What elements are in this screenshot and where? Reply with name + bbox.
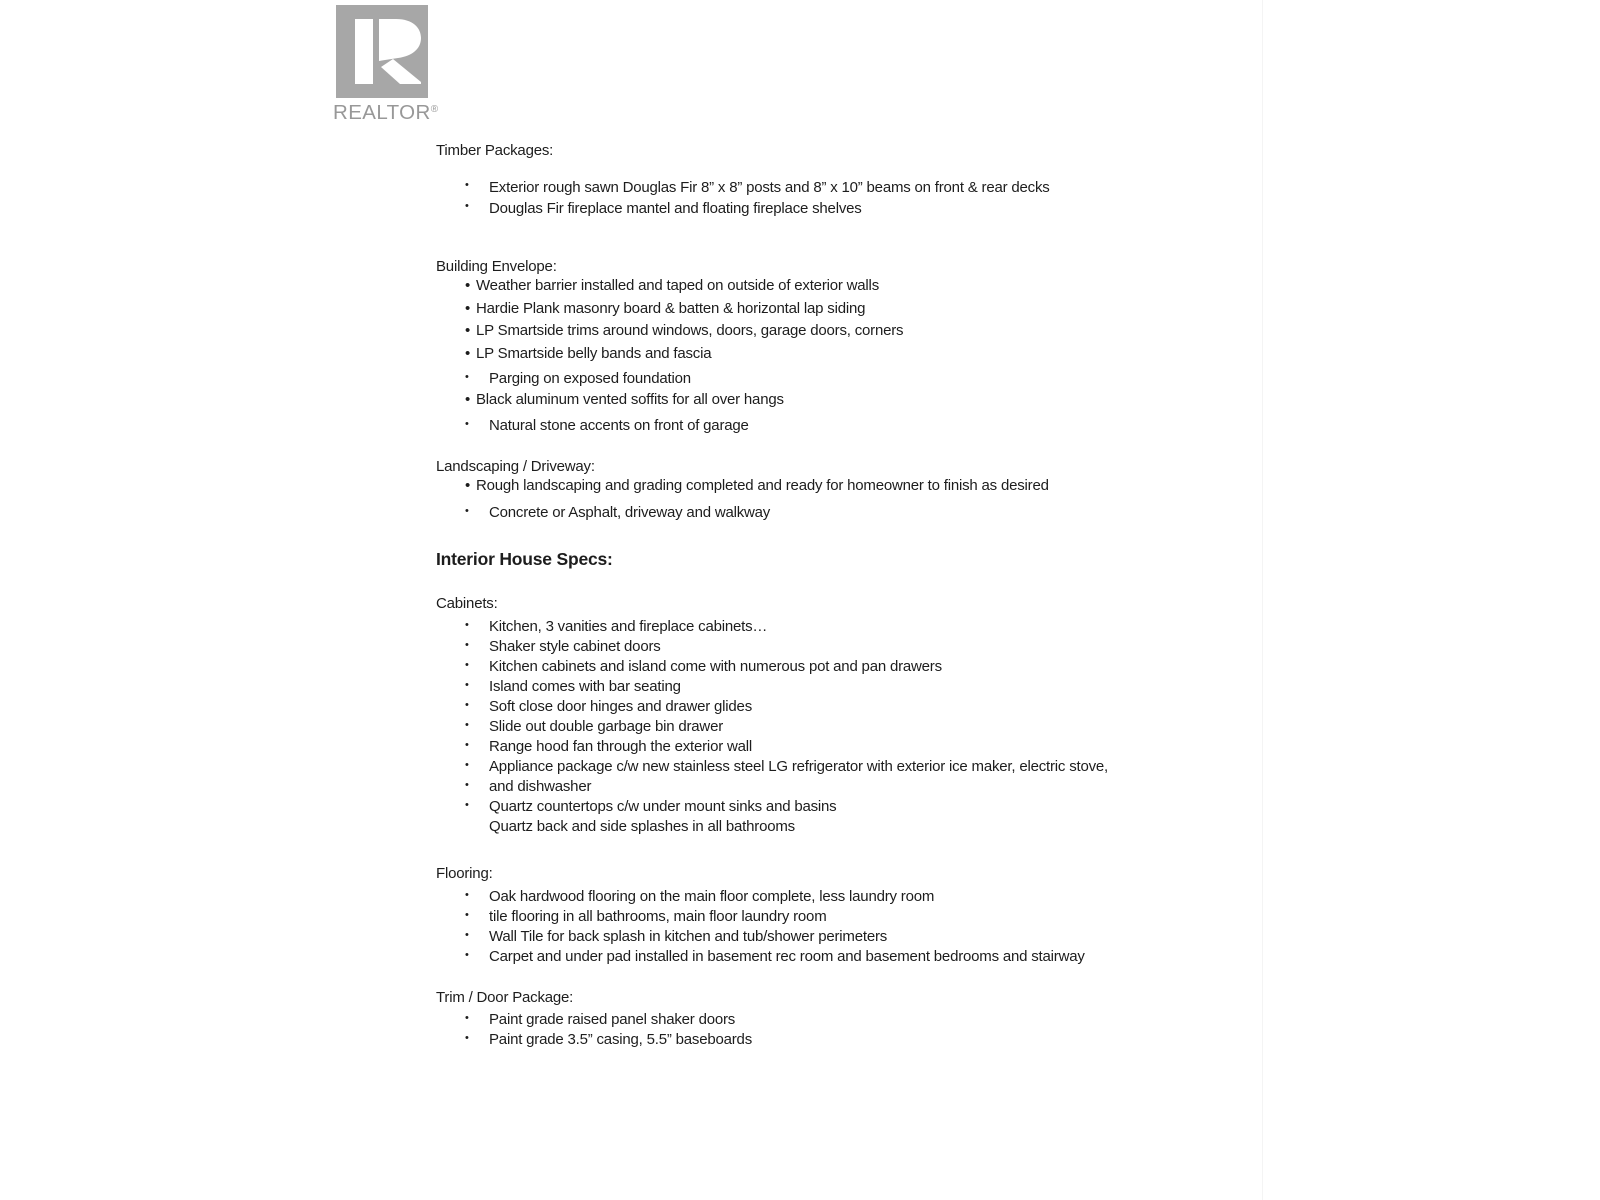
- list-item: [436, 717, 1176, 737]
- list-item: [436, 817, 1176, 837]
- list-item: [436, 637, 1176, 657]
- bullet-icon: •: [465, 371, 469, 383]
- bullet-icon: •: [465, 759, 469, 771]
- list-item-text: Black aluminum vented soffits for all over hangs: [476, 391, 784, 408]
- section-interior-house-specs: [436, 549, 1176, 569]
- list-item: [436, 1030, 1176, 1050]
- list-item-text: Kitchen, 3 vanities and fireplace cabinets…: [489, 618, 768, 635]
- spec-sheet-content: [436, 143, 1176, 1050]
- bullet-icon: •: [465, 1032, 469, 1044]
- list-item-text: Paint grade raised panel shaker doors: [489, 1011, 736, 1028]
- bullet-icon: •: [465, 799, 469, 811]
- section-heading: Building Envelope:: [436, 258, 557, 275]
- bullet-icon: •: [465, 417, 469, 430]
- list-item: [436, 177, 1176, 198]
- bullet-list: [436, 1010, 1176, 1050]
- bullet-icon: •: [465, 679, 469, 691]
- list-item: [436, 320, 1176, 343]
- bullet-list: [436, 617, 1176, 837]
- bullet-icon: •: [465, 909, 469, 921]
- list-item: [436, 475, 1176, 498]
- list-item-text: Wall Tile for back splash in kitchen and tub/shower perimeters: [489, 928, 888, 945]
- list-item-text: Parging on exposed foundation: [489, 370, 691, 387]
- list-item: [436, 677, 1176, 697]
- section-heading: Flooring:: [436, 865, 493, 882]
- list-item-text: Range hood fan through the exterior wall: [489, 738, 753, 755]
- list-item-text: Shaker style cabinet doors: [489, 638, 661, 655]
- list-item: [436, 503, 1176, 523]
- bullet-list: [436, 275, 1176, 436]
- bullet-icon: •: [465, 949, 469, 961]
- list-item: [436, 275, 1176, 298]
- bullet-icon: •: [465, 639, 469, 651]
- section-heading: Landscaping / Driveway:: [436, 457, 595, 475]
- list-item: [436, 757, 1176, 777]
- bullet-icon: •: [465, 179, 469, 191]
- bullet-icon: •: [465, 719, 469, 731]
- bullet-icon: •: [465, 929, 469, 941]
- list-item-text: Quartz back and side splashes in all bathrooms: [489, 818, 795, 835]
- list-item-text: Paint grade 3.5” casing, 5.5” baseboards: [489, 1031, 753, 1048]
- bullet-list: [436, 177, 1176, 219]
- realtor-wordmark-text: REALTOR: [333, 101, 431, 124]
- list-item: [436, 947, 1176, 967]
- list-item: [436, 777, 1176, 797]
- bullet-icon: •: [465, 1012, 469, 1024]
- list-item: [436, 657, 1176, 677]
- section-flooring: [436, 866, 1176, 967]
- realtor-wordmark: [333, 99, 443, 124]
- list-item: [436, 907, 1176, 927]
- list-item-text: Appliance package c/w new stainless steel LG refrigerator with exterior ice maker, electric stove,: [489, 758, 1109, 775]
- section-building-envelope: [436, 259, 1176, 436]
- list-item-text: Island comes with bar seating: [489, 678, 681, 695]
- list-item: [436, 198, 1176, 219]
- list-item-text: Carpet and under pad installed in basement rec room and basement bedrooms and stairway: [489, 948, 1085, 965]
- list-item-text: and dishwasher: [489, 778, 592, 795]
- bullet-icon: •: [465, 277, 471, 294]
- list-item-text: Natural stone accents on front of garage: [489, 416, 749, 434]
- list-item: [436, 389, 1176, 412]
- list-item: [436, 617, 1176, 637]
- list-item-text: LP Smartside belly bands and fascia: [476, 344, 712, 362]
- bullet-icon: •: [465, 299, 471, 317]
- bullet-icon: •: [465, 699, 469, 711]
- section-landscaping-driveway: [436, 459, 1176, 524]
- section-timber-packages: [436, 143, 1176, 219]
- bullet-icon: •: [465, 476, 471, 494]
- bullet-icon: •: [465, 322, 471, 339]
- list-item-text: Slide out double garbage bin drawer: [489, 718, 724, 735]
- bullet-icon: •: [465, 505, 469, 517]
- list-item: [436, 737, 1176, 757]
- bullet-icon: •: [465, 200, 469, 212]
- bullet-icon: •: [465, 391, 471, 408]
- list-item-text: Douglas Fir fireplace mantel and floating fireplace shelves: [489, 200, 862, 217]
- bullet-icon: •: [465, 779, 469, 791]
- bullet-list: [436, 475, 1176, 524]
- list-item-text: Oak hardwood flooring on the main floor complete, less laundry room: [489, 888, 935, 905]
- list-item: [436, 697, 1176, 717]
- registered-trademark-icon: ®: [430, 104, 439, 115]
- list-item-text: Concrete or Asphalt, driveway and walkway: [489, 504, 771, 521]
- bullet-icon: •: [465, 619, 469, 631]
- bullet-icon: •: [465, 889, 469, 901]
- section-trim-door-package: [436, 990, 1176, 1050]
- section-heading: Cabinets:: [436, 595, 498, 612]
- list-item-text: Kitchen cabinets and island come with numerous pot and pan drawers: [489, 658, 942, 675]
- page-right-edge: [1262, 0, 1263, 1200]
- bullet-icon: •: [465, 659, 469, 671]
- list-item-text: tile flooring in all bathrooms, main floor laundry room: [489, 908, 827, 925]
- list-item-text: Quartz countertops c/w under mount sinks and basins: [489, 798, 837, 815]
- list-item: [436, 369, 1176, 389]
- list-item: [436, 797, 1176, 817]
- section-heading: Interior House Specs:: [436, 549, 613, 569]
- list-item-text: Exterior rough sawn Douglas Fir 8” x 8” posts and 8” x 10” beams on front & rear decks: [489, 179, 1050, 196]
- section-cabinets: [436, 596, 1176, 837]
- list-item: [436, 887, 1176, 907]
- list-item: [436, 416, 1176, 436]
- list-item-text: Rough landscaping and grading completed and ready for homeowner to finish as desired: [476, 476, 1049, 494]
- bullet-list: [436, 887, 1176, 967]
- bullet-icon: •: [465, 739, 469, 751]
- list-item: [436, 927, 1176, 947]
- list-item-text: Hardie Plank masonry board & batten & horizontal lap siding: [476, 299, 866, 317]
- realtor-r-icon: [336, 5, 428, 98]
- list-item: [436, 298, 1176, 321]
- list-item: [436, 1010, 1176, 1030]
- list-item: [436, 343, 1176, 366]
- list-item-text: LP Smartside trims around windows, doors, garage doors, corners: [476, 322, 904, 339]
- section-heading: Trim / Door Package:: [436, 989, 574, 1006]
- list-item-text: Soft close door hinges and drawer glides: [489, 698, 752, 715]
- list-item-text: Weather barrier installed and taped on outside of exterior walls: [476, 277, 879, 294]
- bullet-icon: •: [465, 344, 471, 362]
- section-heading: Timber Packages:: [436, 142, 554, 159]
